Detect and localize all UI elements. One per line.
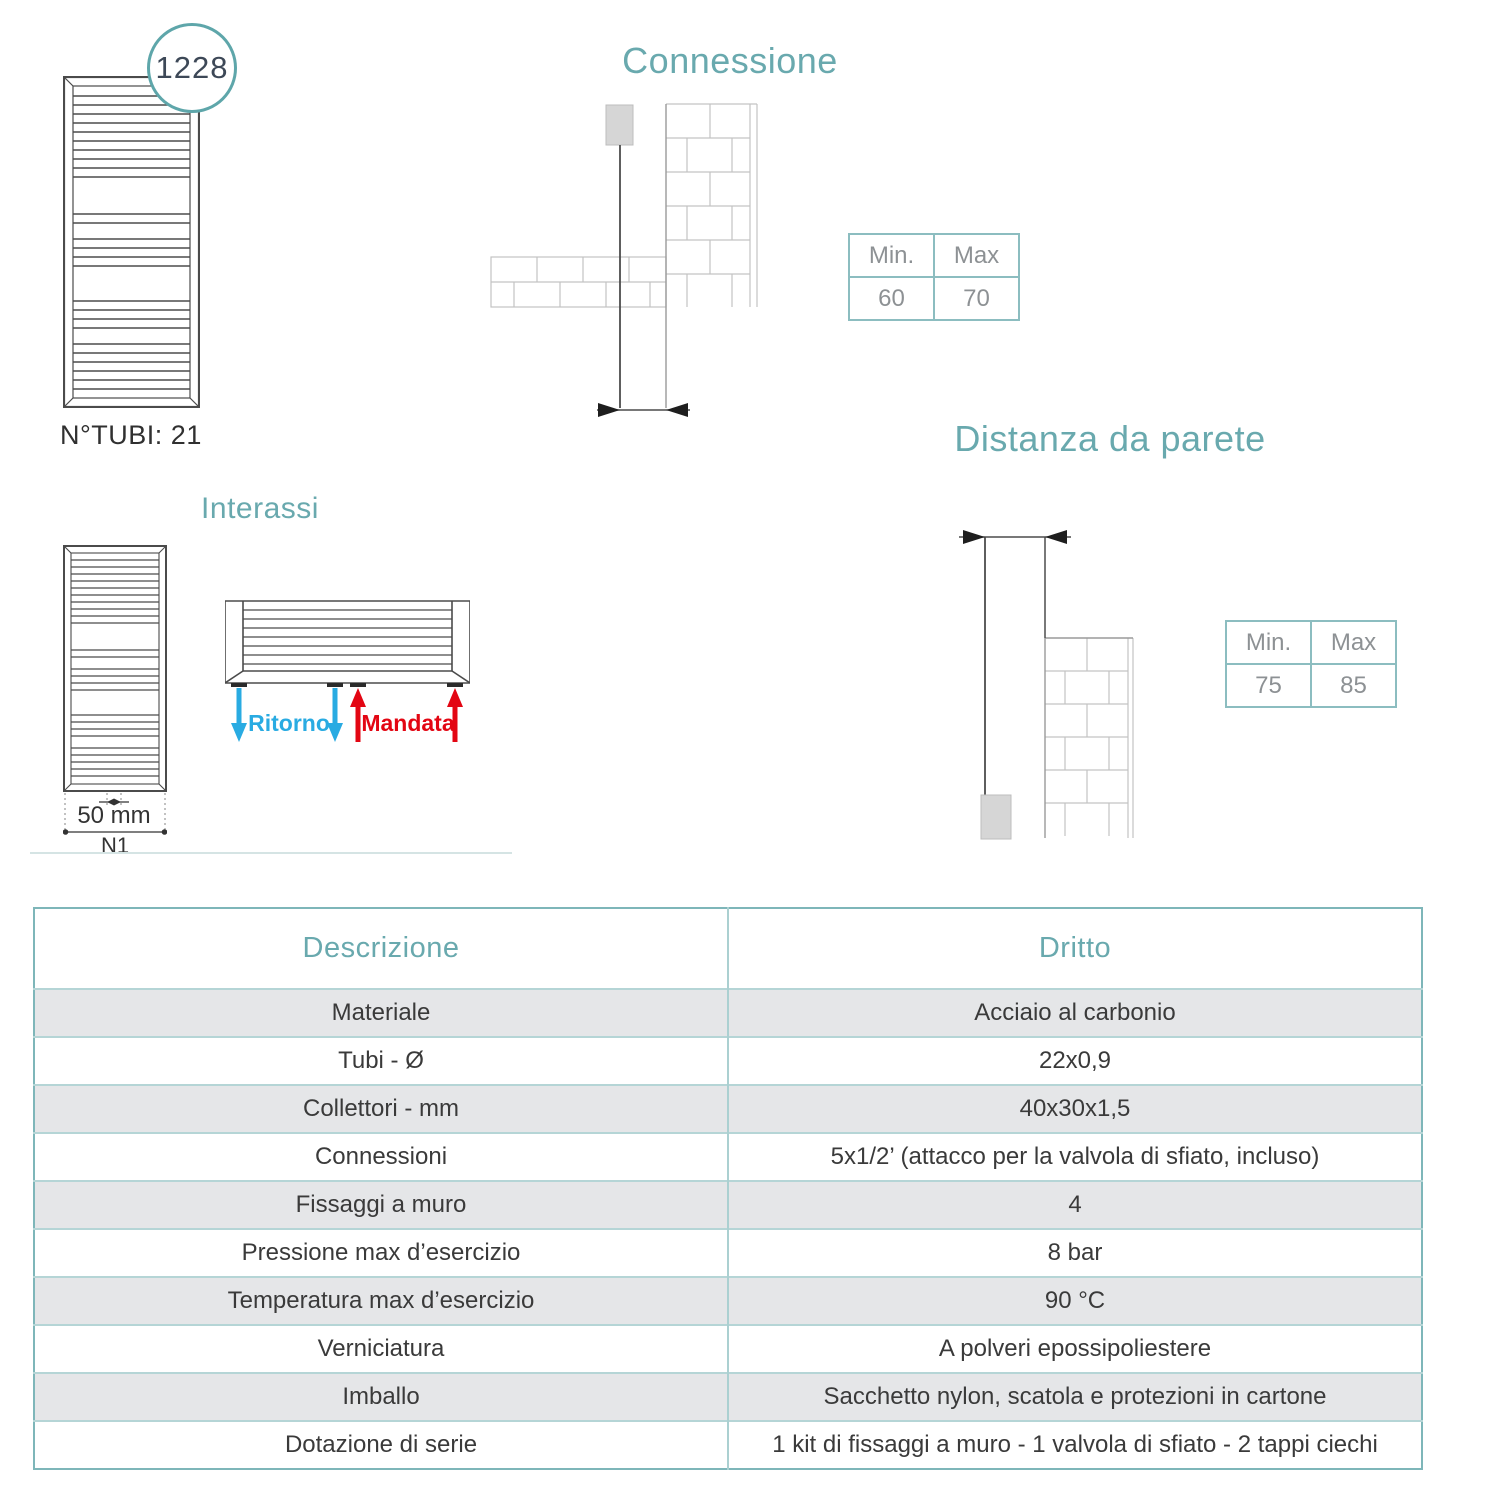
table-row bbox=[34, 989, 1422, 1037]
connection-diagram bbox=[480, 95, 780, 425]
max-value: 85 bbox=[1311, 664, 1396, 707]
wall-distance-diagram bbox=[955, 518, 1135, 840]
height-badge-value: 1228 bbox=[155, 50, 229, 85]
spec-col-description-header: Descrizione bbox=[34, 908, 728, 989]
table-cell: Acciaio al carbonio bbox=[728, 989, 1422, 1037]
table-cell: Pressione max d’esercizio bbox=[34, 1229, 728, 1277]
table-row bbox=[34, 1181, 1422, 1229]
spec-col-dritto-header: Dritto bbox=[728, 908, 1422, 989]
spec-table bbox=[33, 907, 1423, 1470]
table-cell: 22x0,9 bbox=[728, 1037, 1422, 1085]
table-cell: 1 kit di fissaggi a muro - 1 valvola di sfiato - 2 tappi ciechi bbox=[728, 1421, 1422, 1469]
min-value: 75 bbox=[1226, 664, 1311, 707]
radiator-front-diagram bbox=[63, 76, 200, 408]
wall-bricks bbox=[1045, 638, 1133, 838]
table-header-row bbox=[34, 908, 1422, 989]
topview-tubes bbox=[243, 610, 452, 664]
table-cell: 5x1/2’ (attacco per la valvola di sfiato, incluso) bbox=[728, 1133, 1422, 1181]
return-label: Ritorno bbox=[248, 710, 330, 736]
table-cell: Sacchetto nylon, scatola e protezioni in cartone bbox=[728, 1373, 1422, 1421]
min-value: 60 bbox=[849, 277, 934, 320]
wall-distance-minmax-table bbox=[1225, 620, 1397, 708]
table-cell: 90 °C bbox=[728, 1277, 1422, 1325]
table-row bbox=[34, 1085, 1422, 1133]
table-cell: 8 bar bbox=[728, 1229, 1422, 1277]
floor-bricks bbox=[491, 257, 666, 307]
table-cell: Connessioni bbox=[34, 1133, 728, 1181]
interassi-top-view-diagram bbox=[225, 598, 470, 748]
dimension-arrows bbox=[959, 530, 1071, 544]
max-header: Max bbox=[934, 234, 1019, 277]
dimension-arrows bbox=[597, 403, 690, 417]
max-header: Max bbox=[1311, 621, 1396, 664]
table-row bbox=[34, 1421, 1422, 1469]
table-cell: Tubi - Ø bbox=[34, 1037, 728, 1085]
wall-distance-title: Distanza da parete bbox=[954, 418, 1266, 459]
supply-label: Mandata bbox=[361, 710, 455, 736]
connection-minmax-table bbox=[848, 233, 1020, 321]
table-row bbox=[34, 1037, 1422, 1085]
table-row bbox=[34, 1277, 1422, 1325]
pitch-dimension-label: 50 mm bbox=[77, 802, 151, 829]
valve-cap bbox=[606, 105, 633, 145]
wall-bricks bbox=[666, 104, 757, 307]
valve-cap bbox=[981, 795, 1011, 839]
table-row bbox=[849, 234, 1019, 277]
table-cell: Verniciatura bbox=[34, 1325, 728, 1373]
connection-title: Connessione bbox=[622, 40, 838, 81]
table-row bbox=[1226, 664, 1396, 707]
min-header: Min. bbox=[1226, 621, 1311, 664]
tubes-count-label: N°TUBI: 21 bbox=[60, 420, 202, 450]
table-cell: Imballo bbox=[34, 1373, 728, 1421]
interassi-front-diagram bbox=[63, 545, 167, 857]
section-divider bbox=[30, 852, 512, 854]
table-cell: A polveri epossipoliestere bbox=[728, 1325, 1422, 1373]
table-cell: Temperatura max d’esercizio bbox=[34, 1277, 728, 1325]
table-cell: Dotazione di serie bbox=[34, 1421, 728, 1469]
table-row bbox=[849, 277, 1019, 320]
interassi-title: Interassi bbox=[201, 492, 319, 525]
table-cell: Materiale bbox=[34, 989, 728, 1037]
table-cell: Collettori - mm bbox=[34, 1085, 728, 1133]
width-dimension-label: N1 bbox=[100, 833, 130, 857]
max-value: 70 bbox=[934, 277, 1019, 320]
min-header: Min. bbox=[849, 234, 934, 277]
height-badge bbox=[147, 23, 237, 113]
table-row bbox=[34, 1133, 1422, 1181]
table-cell: 40x30x1,5 bbox=[728, 1085, 1422, 1133]
table-cell: 4 bbox=[728, 1181, 1422, 1229]
table-row bbox=[34, 1373, 1422, 1421]
table-row bbox=[1226, 621, 1396, 664]
spec-table-body bbox=[34, 989, 1422, 1469]
table-row bbox=[34, 1325, 1422, 1373]
table-cell: Fissaggi a muro bbox=[34, 1181, 728, 1229]
table-row bbox=[34, 1229, 1422, 1277]
